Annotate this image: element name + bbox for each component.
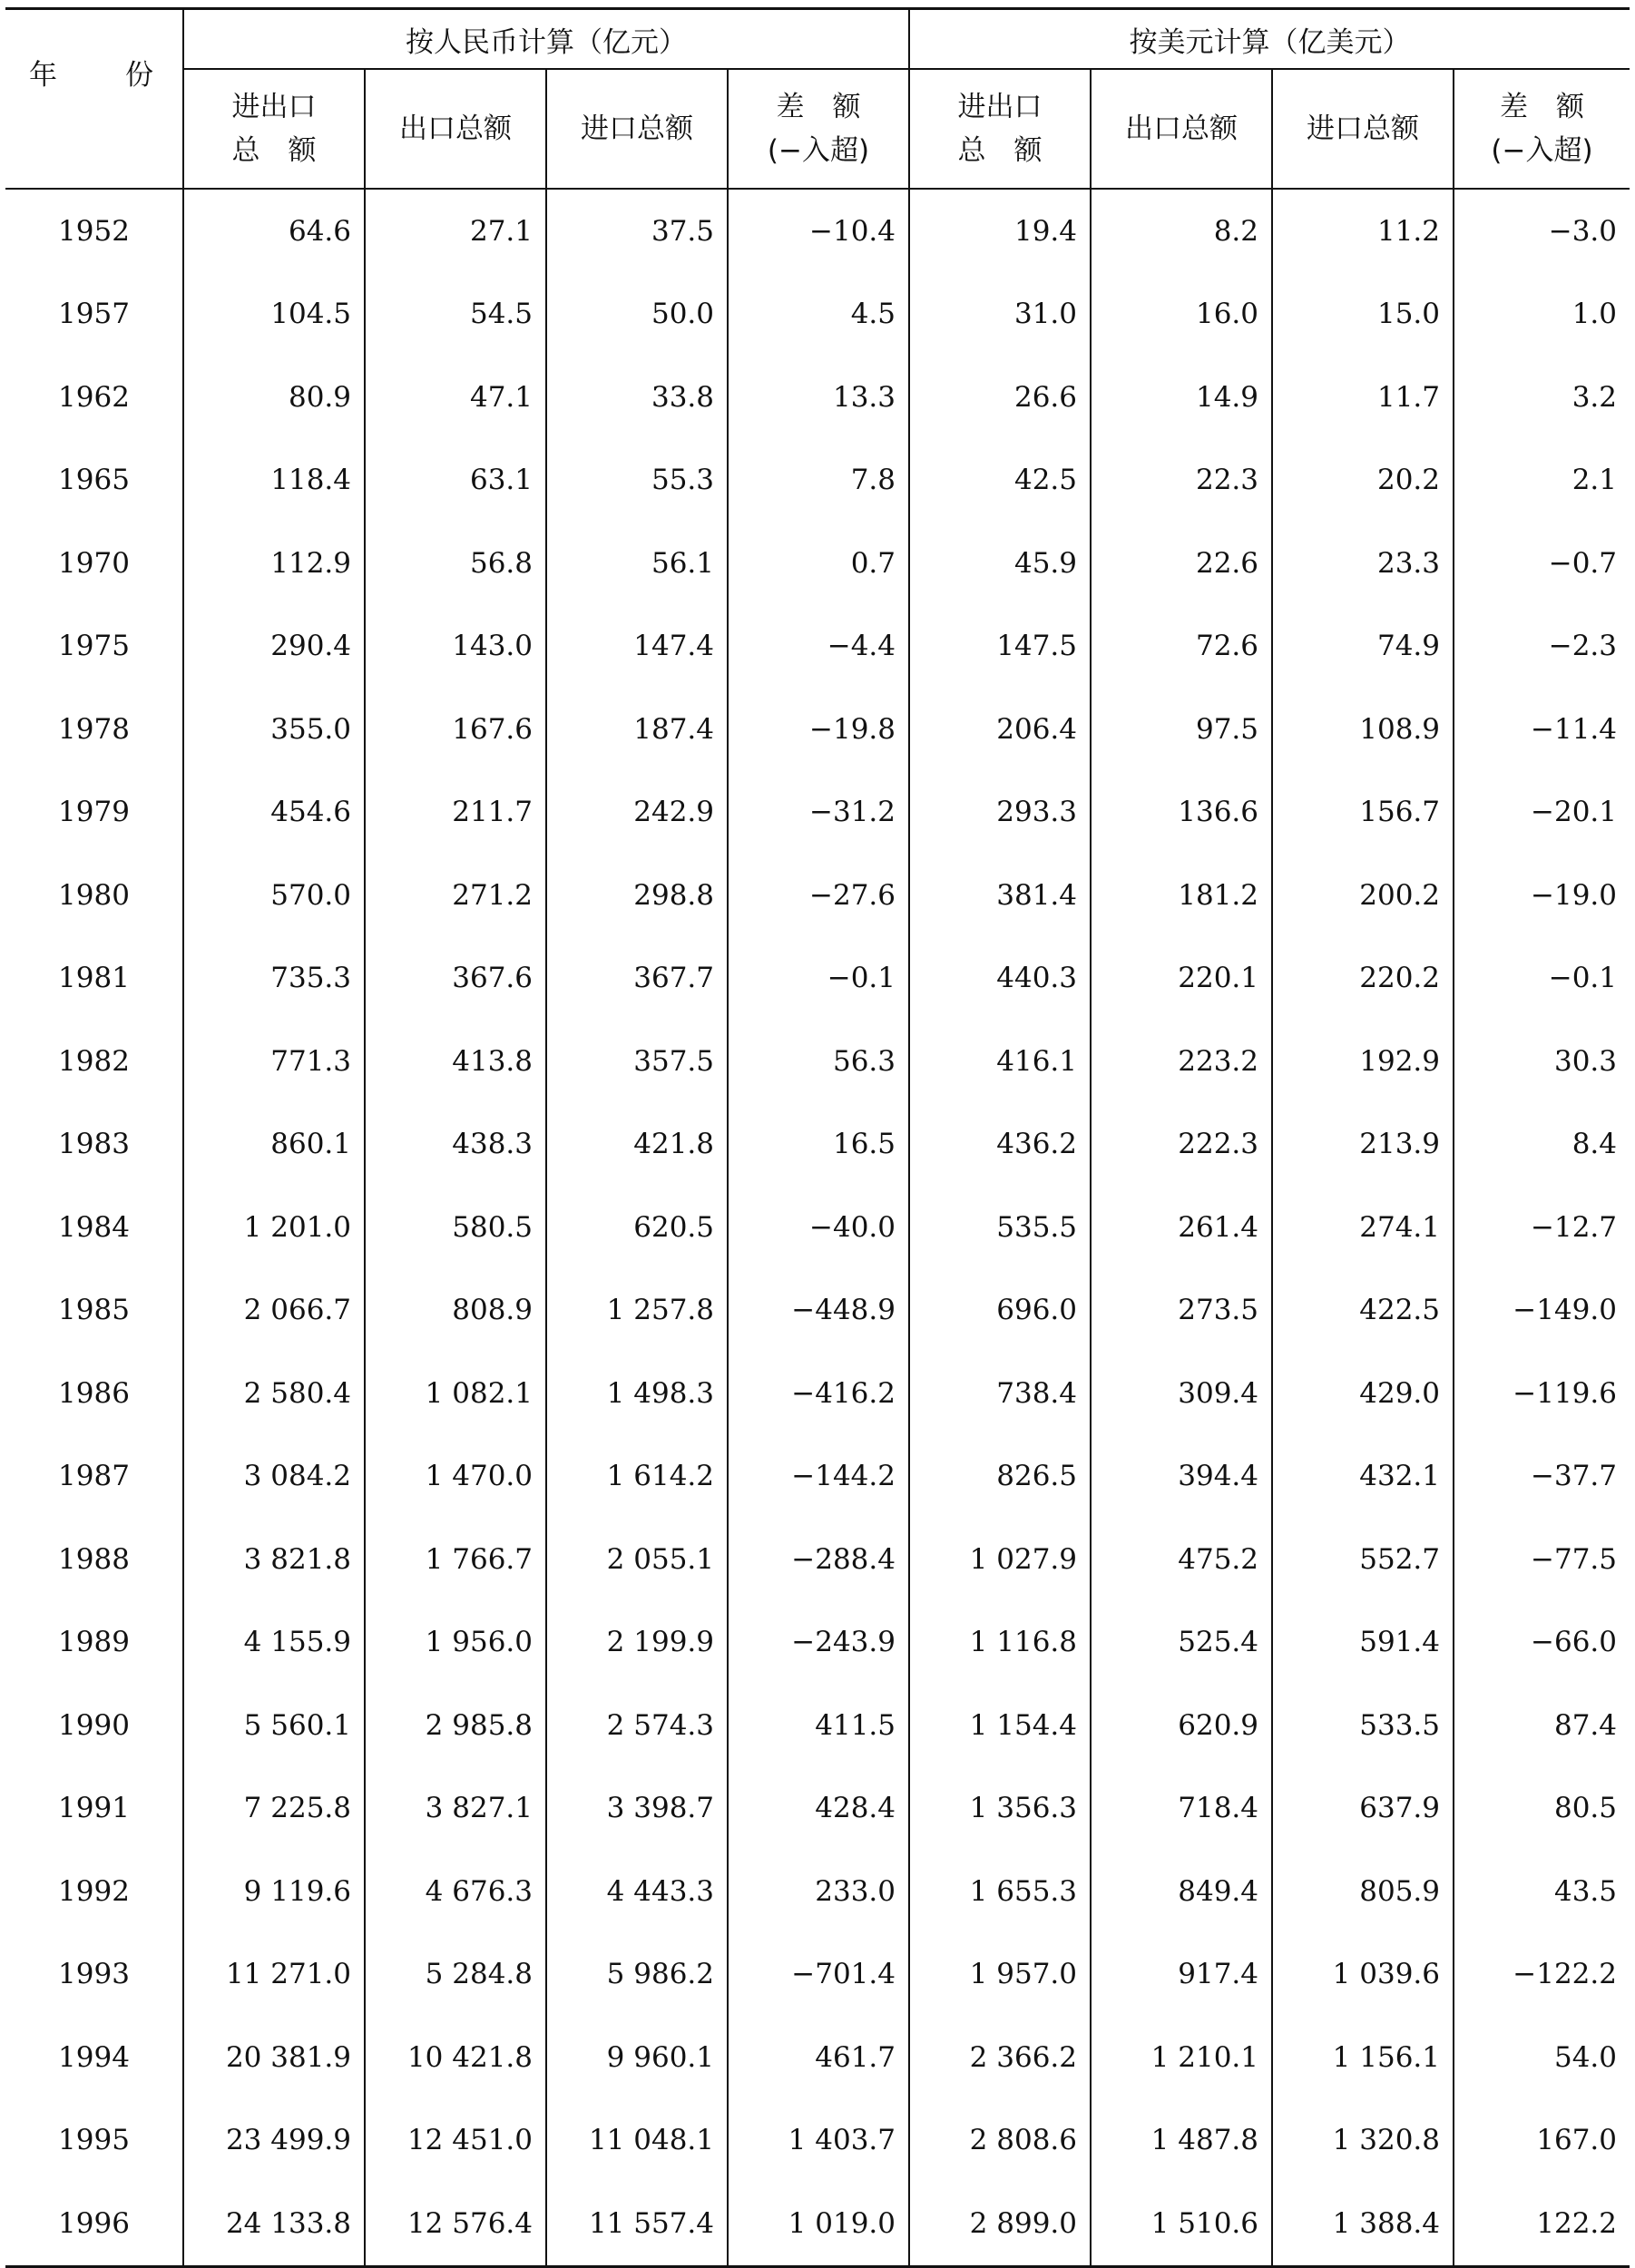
rmb-total-cell: 1 201.0 (183, 1186, 365, 1269)
rmb-total-cell: 3 821.8 (183, 1518, 365, 1601)
year-cell: 1980 (58, 878, 130, 912)
year-cell: 1970 (58, 546, 130, 580)
table-row (5, 854, 1630, 937)
table-row (5, 1435, 1630, 1519)
year-cell: 1992 (58, 1874, 130, 1908)
usd-total-cell: 42.5 (909, 439, 1091, 523)
rmb-import-cell: 421.8 (546, 1103, 728, 1187)
rmb-total-cell: 23 499.9 (183, 2099, 365, 2183)
usd-import-cell: 1 156.1 (1272, 2016, 1454, 2099)
rmb-total-cell: 454.6 (183, 771, 365, 855)
rmb-total-cell: 4 155.9 (183, 1601, 365, 1685)
usd-export-cell: 72.6 (1091, 605, 1272, 689)
usd-total-cell: 2 808.6 (909, 2099, 1091, 2183)
year-header-char-1: 年 (29, 59, 57, 92)
rmb-import-cell: 367.7 (546, 937, 728, 1021)
trade-table (5, 7, 1630, 2268)
rmb-balance-cell: −243.9 (728, 1601, 909, 1685)
year-cell: 1996 (5, 2182, 183, 2266)
rmb-import-cell: 147.4 (546, 605, 728, 689)
year-cell: 1952 (58, 214, 130, 248)
rmb-balance-cell: −27.6 (728, 854, 909, 937)
rmb-import-cell: 3 398.7 (546, 1767, 728, 1851)
rmb-import-cell: 2 574.3 (546, 1684, 728, 1767)
usd-import-cell: 11.7 (1272, 356, 1454, 439)
table-row (5, 1518, 1630, 1601)
rmb-total-cell: 112.9 (183, 522, 365, 605)
usd-balance-cell: −20.1 (1454, 771, 1630, 855)
rmb-import-cell: 5 986.2 (546, 1933, 728, 2017)
usd-total-cell: 2 899.0 (909, 2182, 1091, 2266)
year-cell: 1983 (58, 1128, 130, 1161)
rmb-import-cell: 55.3 (546, 439, 728, 523)
usd-balance-cell: −119.6 (1454, 1352, 1630, 1435)
subheader-line-2: 总 额 (231, 134, 317, 167)
usd-export-cell: 22.3 (1091, 439, 1272, 523)
rmb-balance-cell: 56.3 (728, 1020, 909, 1103)
usd-import-cell: 192.9 (1272, 1020, 1454, 1103)
table-row (5, 2099, 1630, 2183)
rmb-import-cell: 56.1 (546, 522, 728, 605)
table-row (5, 605, 1630, 689)
subheader-line-1: 差 额 (1500, 91, 1584, 123)
rmb-import-header (546, 69, 728, 189)
year-cell: 1962 (58, 380, 130, 414)
rmb-import-cell: 1 257.8 (546, 1269, 728, 1353)
rmb-balance-cell: 428.4 (728, 1767, 909, 1851)
year-column-header (5, 9, 183, 190)
subheader-line-2: (−入超) (767, 134, 870, 167)
usd-import-cell: 213.9 (1272, 1103, 1454, 1187)
usd-export-cell: 8.2 (1091, 189, 1272, 273)
usd-balance-cell: −37.7 (1454, 1435, 1630, 1519)
rmb-export-cell: 167.6 (365, 688, 546, 771)
usd-total-cell: 19.4 (909, 189, 1091, 273)
rmb-total-cell: 9 119.6 (183, 1850, 365, 1933)
rmb-balance-cell: −10.4 (728, 189, 909, 273)
year-cell: 1991 (58, 1792, 130, 1825)
usd-balance-cell: 1.0 (1454, 273, 1630, 357)
usd-total-cell: 1 356.3 (909, 1767, 1091, 1851)
rmb-total-cell: 355.0 (183, 688, 365, 771)
usd-import-cell: 533.5 (1272, 1684, 1454, 1767)
rmb-import-cell: 33.8 (546, 356, 728, 439)
subheader-line-1: 进口总额 (1307, 112, 1419, 145)
usd-import-cell: 200.2 (1272, 854, 1454, 937)
usd-export-cell: 475.2 (1091, 1518, 1272, 1601)
usd-total-cell: 381.4 (909, 854, 1091, 937)
usd-import-cell: 108.9 (1272, 688, 1454, 771)
subheader-line-1: 差 额 (776, 91, 861, 123)
rmb-import-cell: 298.8 (546, 854, 728, 937)
subheader-line-1: 出口总额 (1125, 112, 1238, 145)
rmb-balance-cell: 1 403.7 (728, 2099, 909, 2183)
usd-total-cell: 826.5 (909, 1435, 1091, 1519)
usd-balance-cell: −12.7 (1454, 1186, 1630, 1269)
usd-export-cell: 97.5 (1091, 688, 1272, 771)
rmb-import-cell: 242.9 (546, 771, 728, 855)
usd-total-cell: 696.0 (909, 1269, 1091, 1353)
rmb-total-cell: 290.4 (183, 605, 365, 689)
table-row (5, 1601, 1630, 1685)
usd-import-cell: 422.5 (1272, 1269, 1454, 1353)
usd-import-cell: 637.9 (1272, 1767, 1454, 1851)
usd-total-cell: 1 154.4 (909, 1684, 1091, 1767)
rmb-export-cell: 54.5 (365, 273, 546, 357)
rmb-total-cell: 771.3 (183, 1020, 365, 1103)
usd-export-cell: 525.4 (1091, 1601, 1272, 1685)
table-row (5, 522, 1630, 605)
rmb-balance-cell: −288.4 (728, 1518, 909, 1601)
usd-import-cell: 11.2 (1272, 189, 1454, 273)
usd-import-cell: 432.1 (1272, 1435, 1454, 1519)
rmb-export-cell: 271.2 (365, 854, 546, 937)
rmb-total-cell: 80.9 (183, 356, 365, 439)
rmb-balance-cell: −144.2 (728, 1435, 909, 1519)
rmb-export-cell: 808.9 (365, 1269, 546, 1353)
table-row (5, 1269, 1630, 1353)
rmb-export-header (365, 69, 546, 189)
year-cell: 1981 (58, 962, 130, 995)
rmb-balance-cell: −40.0 (728, 1186, 909, 1269)
rmb-balance-cell: 4.5 (728, 273, 909, 357)
usd-balance-cell: −19.0 (1454, 854, 1630, 937)
usd-import-cell: 274.1 (1272, 1186, 1454, 1269)
usd-balance-cell: 43.5 (1454, 1850, 1630, 1933)
subheader-line-2: (−入超) (1491, 134, 1593, 167)
table-row (5, 2016, 1630, 2099)
rmb-balance-cell: −4.4 (728, 605, 909, 689)
subheader-line-2: 总 额 (957, 134, 1043, 167)
rmb-import-cell: 11 557.4 (546, 2182, 728, 2266)
rmb-import-cell: 50.0 (546, 273, 728, 357)
year-cell: 1978 (58, 712, 130, 746)
rmb-export-cell: 12 451.0 (365, 2099, 546, 2183)
table-row (5, 688, 1630, 771)
usd-balance-cell: 2.1 (1454, 439, 1630, 523)
usd-export-cell: 14.9 (1091, 356, 1272, 439)
rmb-export-cell: 2 985.8 (365, 1684, 546, 1767)
rmb-import-cell: 11 048.1 (546, 2099, 728, 2183)
table-row (5, 356, 1630, 439)
usd-export-cell: 309.4 (1091, 1352, 1272, 1435)
usd-export-cell: 394.4 (1091, 1435, 1272, 1519)
year-cell: 1982 (58, 1044, 130, 1078)
usd-import-cell: 1 388.4 (1272, 2182, 1454, 2266)
usd-total-cell: 206.4 (909, 688, 1091, 771)
rmb-export-cell: 1 470.0 (365, 1435, 546, 1519)
usd-total-cell: 2 366.2 (909, 2016, 1091, 2099)
usd-balance-cell: −77.5 (1454, 1518, 1630, 1601)
usd-export-cell: 917.4 (1091, 1933, 1272, 2017)
usd-total-cell: 293.3 (909, 771, 1091, 855)
usd-total-cell: 147.5 (909, 605, 1091, 689)
rmb-balance-cell: −416.2 (728, 1352, 909, 1435)
rmb-import-cell: 187.4 (546, 688, 728, 771)
rmb-balance-cell: 7.8 (728, 439, 909, 523)
usd-balance-cell: −2.3 (1454, 605, 1630, 689)
table-row (5, 771, 1630, 855)
usd-balance-cell: −11.4 (1454, 688, 1630, 771)
usd-balance-cell: −149.0 (1454, 1269, 1630, 1353)
table-row (5, 1767, 1630, 1851)
rmb-export-cell: 143.0 (365, 605, 546, 689)
year-cell: 1989 (58, 1626, 130, 1659)
year-cell: 1965 (58, 464, 130, 497)
rmb-total-cell: 860.1 (183, 1103, 365, 1187)
usd-balance-cell: 122.2 (1454, 2182, 1630, 2266)
usd-export-cell: 1 510.6 (1091, 2182, 1272, 2266)
rmb-group-header: 按人民币计算（亿元） (183, 9, 909, 70)
rmb-export-cell: 56.8 (365, 522, 546, 605)
year-cell: 1988 (58, 1542, 130, 1576)
usd-total-cell: 440.3 (909, 937, 1091, 1021)
usd-total-cell: 1 655.3 (909, 1850, 1091, 1933)
rmb-total-cell: 20 381.9 (183, 2016, 365, 2099)
usd-import-cell: 1 039.6 (1272, 1933, 1454, 2017)
rmb-balance-cell: −31.2 (728, 771, 909, 855)
year-cell: 1993 (58, 1958, 130, 1991)
year-cell: 1984 (58, 1210, 130, 1244)
rmb-import-cell: 2 199.9 (546, 1601, 728, 1685)
rmb-total-cell: 11 271.0 (183, 1933, 365, 2017)
year-header-char-2: 份 (125, 59, 153, 92)
rmb-import-cell: 2 055.1 (546, 1518, 728, 1601)
usd-import-cell: 552.7 (1272, 1518, 1454, 1601)
usd-total-header (909, 69, 1091, 189)
usd-export-cell: 220.1 (1091, 937, 1272, 1021)
rmb-export-cell: 367.6 (365, 937, 546, 1021)
usd-total-cell: 31.0 (909, 273, 1091, 357)
usd-import-cell: 23.3 (1272, 522, 1454, 605)
rmb-total-cell: 3 084.2 (183, 1435, 365, 1519)
rmb-total-cell: 64.6 (183, 189, 365, 273)
rmb-export-cell: 27.1 (365, 189, 546, 273)
usd-import-cell: 591.4 (1272, 1601, 1454, 1685)
usd-balance-cell: 167.0 (1454, 2099, 1630, 2183)
header-sub-row (5, 69, 1630, 189)
table-row (5, 1103, 1630, 1187)
rmb-export-cell: 3 827.1 (365, 1767, 546, 1851)
usd-export-cell: 16.0 (1091, 273, 1272, 357)
rmb-total-cell: 7 225.8 (183, 1767, 365, 1851)
usd-export-cell: 620.9 (1091, 1684, 1272, 1767)
table-row (5, 1933, 1630, 2017)
usd-import-cell: 74.9 (1272, 605, 1454, 689)
usd-total-cell: 1 957.0 (909, 1933, 1091, 2017)
rmb-balance-cell: 411.5 (728, 1684, 909, 1767)
usd-export-cell: 181.2 (1091, 854, 1272, 937)
rmb-export-cell: 63.1 (365, 439, 546, 523)
usd-export-cell: 273.5 (1091, 1269, 1272, 1353)
year-cell: 1957 (58, 298, 130, 331)
table-header (5, 9, 1630, 190)
rmb-import-cell: 1 614.2 (546, 1435, 728, 1519)
rmb-export-cell: 438.3 (365, 1103, 546, 1187)
usd-balance-cell: −3.0 (1454, 189, 1630, 273)
usd-export-cell: 849.4 (1091, 1850, 1272, 1933)
usd-export-cell: 22.6 (1091, 522, 1272, 605)
rmb-import-cell: 1 498.3 (546, 1352, 728, 1435)
subheader-line-1: 进出口 (231, 91, 317, 123)
rmb-export-cell: 1 766.7 (365, 1518, 546, 1601)
usd-total-cell: 45.9 (909, 522, 1091, 605)
usd-import-header (1272, 69, 1454, 189)
usd-balance-cell: −0.7 (1454, 522, 1630, 605)
usd-total-cell: 416.1 (909, 1020, 1091, 1103)
table-row (5, 1020, 1630, 1103)
table-row (5, 439, 1630, 523)
subheader-line-1: 出口总额 (399, 112, 512, 145)
rmb-balance-cell: −701.4 (728, 1933, 909, 2017)
rmb-export-cell: 12 576.4 (365, 2182, 546, 2266)
usd-group-header: 按美元计算（亿美元） (909, 9, 1630, 70)
year-cell: 1986 (58, 1376, 130, 1410)
table-body (5, 189, 1630, 2266)
subheader-line-1: 进出口 (957, 91, 1043, 123)
usd-export-cell: 718.4 (1091, 1767, 1272, 1851)
table-row (5, 1684, 1630, 1767)
table-row (5, 273, 1630, 357)
rmb-export-cell: 1 082.1 (365, 1352, 546, 1435)
year-cell: 1987 (58, 1460, 130, 1493)
table-row (5, 2182, 1630, 2266)
usd-export-cell: 1 487.8 (1091, 2099, 1272, 2183)
usd-export-cell: 222.3 (1091, 1103, 1272, 1187)
rmb-export-cell: 10 421.8 (365, 2016, 546, 2099)
usd-balance-cell: 54.0 (1454, 2016, 1630, 2099)
usd-total-cell: 26.6 (909, 356, 1091, 439)
rmb-total-cell: 570.0 (183, 854, 365, 937)
table-row (5, 1352, 1630, 1435)
rmb-balance-cell: 16.5 (728, 1103, 909, 1187)
usd-balance-cell: 80.5 (1454, 1767, 1630, 1851)
usd-export-cell: 261.4 (1091, 1186, 1272, 1269)
rmb-import-cell: 9 960.1 (546, 2016, 728, 2099)
rmb-balance-cell: 13.3 (728, 356, 909, 439)
rmb-total-cell: 118.4 (183, 439, 365, 523)
usd-total-cell: 1 027.9 (909, 1518, 1091, 1601)
rmb-export-cell: 413.8 (365, 1020, 546, 1103)
year-cell: 1985 (58, 1294, 130, 1327)
year-cell: 1979 (58, 796, 130, 829)
year-cell: 1995 (58, 2124, 130, 2157)
usd-import-cell: 156.7 (1272, 771, 1454, 855)
rmb-total-cell: 735.3 (183, 937, 365, 1021)
usd-total-cell: 436.2 (909, 1103, 1091, 1187)
usd-import-cell: 220.2 (1272, 937, 1454, 1021)
rmb-balance-cell: 233.0 (728, 1850, 909, 1933)
usd-export-cell: 1 210.1 (1091, 2016, 1272, 2099)
subheader-line-1: 进口总额 (581, 112, 693, 145)
usd-balance-cell: −122.2 (1454, 1933, 1630, 2017)
table-row (5, 1186, 1630, 1269)
rmb-total-cell: 104.5 (183, 273, 365, 357)
rmb-export-cell: 47.1 (365, 356, 546, 439)
year-cell: 1975 (58, 630, 130, 663)
rmb-export-cell: 5 284.8 (365, 1933, 546, 2017)
rmb-export-cell: 211.7 (365, 771, 546, 855)
rmb-import-cell: 37.5 (546, 189, 728, 273)
rmb-balance-header (728, 69, 909, 189)
usd-balance-cell: −0.1 (1454, 937, 1630, 1021)
rmb-balance-cell: −0.1 (728, 937, 909, 1021)
rmb-total-cell: 2 066.7 (183, 1269, 365, 1353)
rmb-balance-cell: 1 019.0 (728, 2182, 909, 2266)
rmb-import-cell: 4 443.3 (546, 1850, 728, 1933)
usd-balance-header (1454, 69, 1630, 189)
usd-export-header (1091, 69, 1272, 189)
rmb-export-cell: 1 956.0 (365, 1601, 546, 1685)
usd-export-cell: 136.6 (1091, 771, 1272, 855)
usd-import-cell: 1 320.8 (1272, 2099, 1454, 2183)
rmb-export-cell: 580.5 (365, 1186, 546, 1269)
rmb-balance-cell: 0.7 (728, 522, 909, 605)
usd-import-cell: 805.9 (1272, 1850, 1454, 1933)
usd-import-cell: 20.2 (1272, 439, 1454, 523)
rmb-balance-cell: −448.9 (728, 1269, 909, 1353)
usd-balance-cell: 87.4 (1454, 1684, 1630, 1767)
usd-total-cell: 535.5 (909, 1186, 1091, 1269)
rmb-export-cell: 4 676.3 (365, 1850, 546, 1933)
year-cell: 1990 (58, 1708, 130, 1742)
rmb-balance-cell: 461.7 (728, 2016, 909, 2099)
rmb-import-cell: 357.5 (546, 1020, 728, 1103)
usd-import-cell: 429.0 (1272, 1352, 1454, 1435)
table-row (5, 189, 1630, 273)
usd-balance-cell: −66.0 (1454, 1601, 1630, 1685)
usd-import-cell: 15.0 (1272, 273, 1454, 357)
usd-balance-cell: 8.4 (1454, 1103, 1630, 1187)
usd-total-cell: 738.4 (909, 1352, 1091, 1435)
year-cell: 1994 (58, 2040, 130, 2074)
rmb-total-cell: 5 560.1 (183, 1684, 365, 1767)
rmb-total-cell: 24 133.8 (183, 2182, 365, 2266)
table-row (5, 1850, 1630, 1933)
rmb-import-cell: 620.5 (546, 1186, 728, 1269)
rmb-balance-cell: −19.8 (728, 688, 909, 771)
table-row (5, 937, 1630, 1021)
header-group-row (5, 9, 1630, 70)
usd-export-cell: 223.2 (1091, 1020, 1272, 1103)
rmb-total-header (183, 69, 365, 189)
rmb-total-cell: 2 580.4 (183, 1352, 365, 1435)
usd-balance-cell: 3.2 (1454, 356, 1630, 439)
usd-balance-cell: 30.3 (1454, 1020, 1630, 1103)
usd-total-cell: 1 116.8 (909, 1601, 1091, 1685)
